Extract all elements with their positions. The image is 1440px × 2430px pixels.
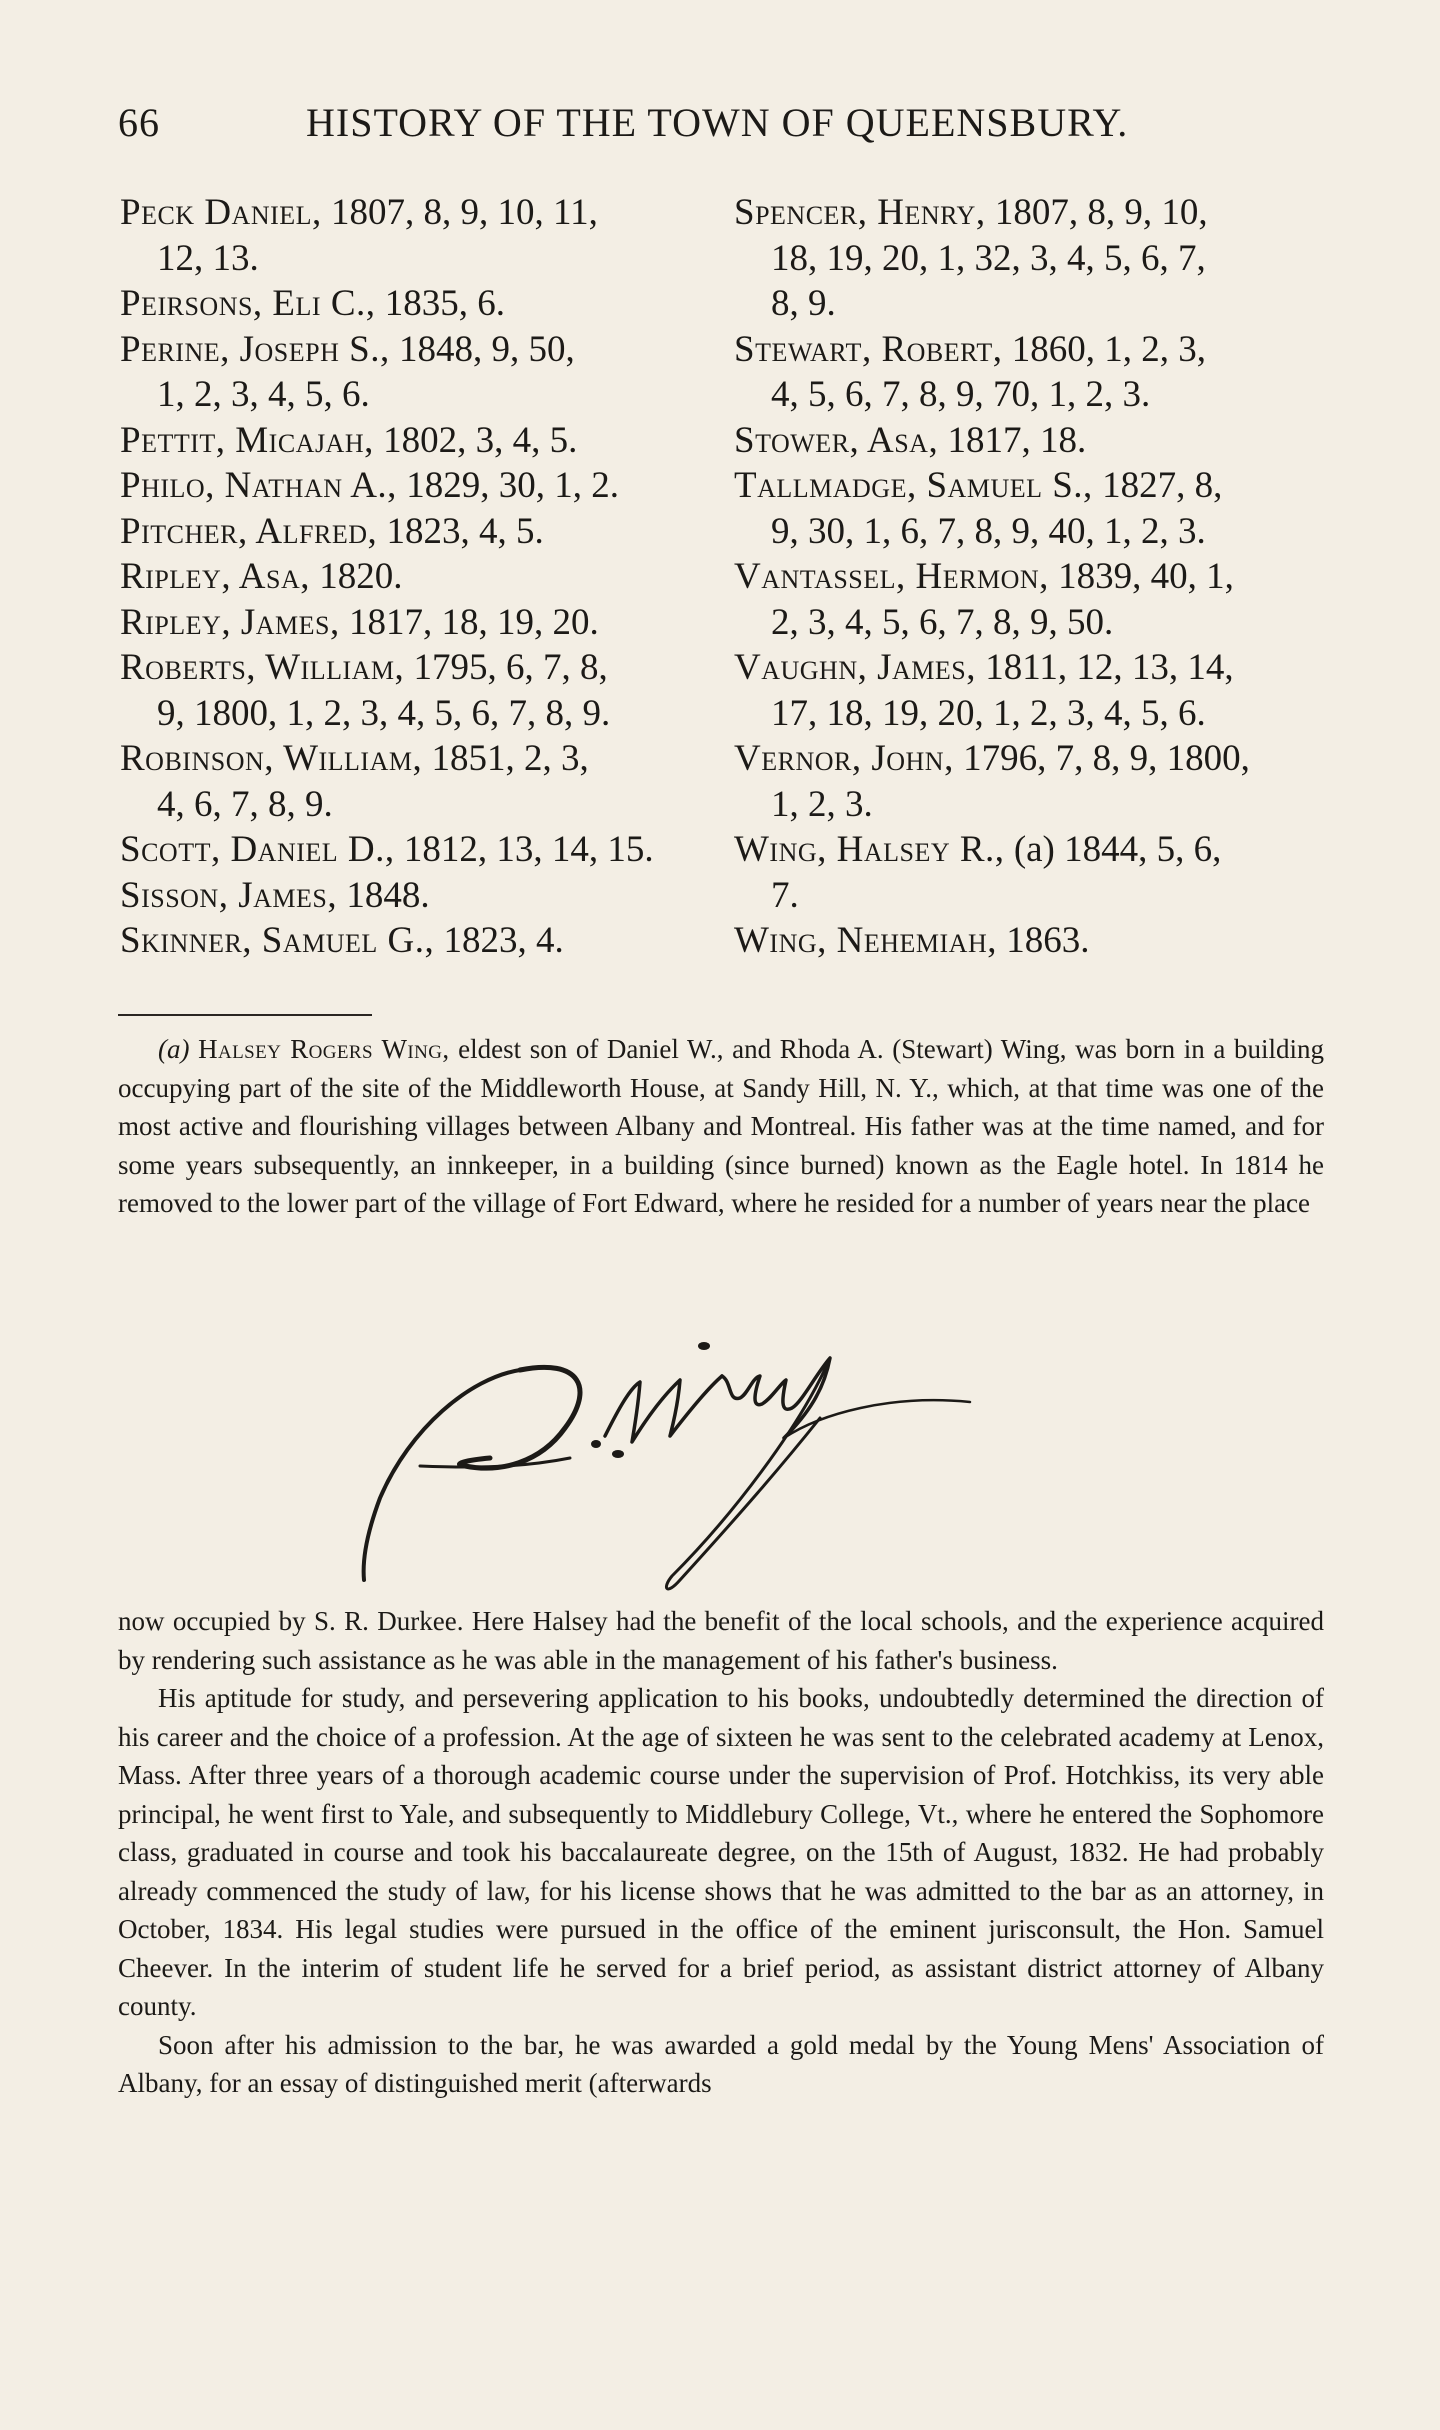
index-entry-name: Sisson, James, xyxy=(120,874,338,916)
index-entry-name: Peck Daniel, xyxy=(120,192,322,233)
index-entry xyxy=(120,418,710,464)
index-entry-first-line xyxy=(120,827,710,873)
footnote-paragraph-3: Soon after his admission to the bar, he was awarded a gold medal by the Young Mens' Association of Albany, for an essay of distinguished merit (afterwards xyxy=(118,2029,1324,2098)
index-entry-years: 1817, 18, 19, 20. xyxy=(339,601,599,643)
running-title: HISTORY OF THE TOWN OF QUEENSBURY. xyxy=(306,100,1129,145)
index-entry-continuation: 1, 2, 3. xyxy=(771,783,873,825)
page-header xyxy=(118,98,1338,148)
index-entry-years: 1817, 18. xyxy=(938,419,1087,461)
index-entry xyxy=(734,190,1324,327)
index-entry-years: 1796, 7, 8, 9, 1800, xyxy=(953,738,1250,779)
footnote-marker: (a) xyxy=(158,1034,190,1064)
index-entry-continuation: 18, 19, 20, 1, 32, 3, 4, 5, 6, 7, xyxy=(771,237,1206,279)
index-entry xyxy=(120,463,710,509)
index-entry-name: Perine, Joseph S., xyxy=(120,328,390,370)
index-entry-years: 1839, 40, 1, xyxy=(1048,556,1234,597)
index-entry-first-line xyxy=(120,736,710,782)
footnote-paragraph-1 xyxy=(118,1030,1324,1223)
index-entry xyxy=(120,736,710,827)
footnote-text: eldest son of Daniel W., and Rhoda A. (Stewart) Wing, was born in a building occupying part of the site of the Middleworth House, at Sandy Hill, N. Y., which, at that time was one of the most active and flourishing villages between Albany and Montreal. His father was at the time named, and for some years subsequently, an innkeeper, in a building (since burned) known as the Eagle hotel. In 1814 he removed to the lower part of the village of Fort Edward, where he resided for a number of years near the place xyxy=(118,1034,1325,1218)
index-entry-continuation: 1, 2, 3, 4, 5, 6. xyxy=(157,374,370,415)
index-entry-continuation: 4, 5, 6, 7, 8, 9, 70, 1, 2, 3. xyxy=(771,374,1151,415)
index-entry-name: Spencer, Henry, xyxy=(734,192,986,233)
index-entry-years: 1860, 1, 2, 3, xyxy=(1002,328,1207,370)
index-entry-name: Vernor, John, xyxy=(734,738,954,779)
page-number: 66 xyxy=(118,100,160,145)
index-entry-name: Skinner, Samuel G., xyxy=(120,920,435,961)
index-entry-continuation: 8, 9. xyxy=(771,283,836,324)
footnote-paragraph-2: His aptitude for study, and persevering application to his books, undoubtedly determined the direction of his career and the choice of a profession. At the age of sixteen he was sent to the celebrated academy at Lenox, Mass. After three years of a thorough academic course under the supervision of Prof. Hotchkiss, its very able principal, he went first to Yale, and subsequently to Middlebury College, Vt., where he entered the Sophomore class, graduated in course and took his baccalaureate degree, on the 15th of August, 1832. He had probably already commenced the study of law, for his license shows that he was admitted to the bar as an attorney, in October, 1834. His legal studies were pursued in the office of the eminent jurisconsult, the Hon. Samuel Cheever. In the interim of student life he served for a brief period, as assistant district attorney of Albany county. xyxy=(118,1683,1324,2021)
index-entry xyxy=(120,190,710,281)
index-entry-first-line xyxy=(120,463,710,509)
index-entry xyxy=(734,418,1324,464)
index-entry-first-line xyxy=(120,873,710,919)
index-entry-first-line xyxy=(120,418,710,464)
index-entry xyxy=(734,554,1324,645)
index-entry xyxy=(734,736,1324,827)
index-entry xyxy=(734,463,1324,554)
index-entry xyxy=(734,645,1324,736)
index-entry-years: 1848. xyxy=(337,874,430,916)
index-entry-first-line xyxy=(734,827,1324,873)
signature-image xyxy=(350,1318,1090,1608)
index-entry-years: 1829, 30, 1, 2. xyxy=(396,465,619,506)
index-entry-years: 1795, 6, 7, 8, xyxy=(404,647,608,688)
index-entry-first-line xyxy=(120,190,710,236)
index-entry-name: Stewart, Robert, xyxy=(734,328,1003,370)
index-entry-first-line xyxy=(120,918,710,964)
index-entry-years: 1827, 8, xyxy=(1092,465,1223,506)
index-entry-first-line xyxy=(734,554,1324,600)
footnote-subject: Halsey Rogers Wing, xyxy=(198,1034,450,1064)
footnote-rule xyxy=(118,1014,372,1016)
index-entry-name: Pitcher, Alfred, xyxy=(120,510,378,552)
index-entry-years: 1851, 2, 3, xyxy=(422,738,589,779)
index-entry-first-line xyxy=(120,600,710,646)
index-entry-name: Vaughn, James, xyxy=(734,647,976,688)
index-entry-first-line xyxy=(734,645,1324,691)
left-column xyxy=(120,190,710,964)
index-entry-first-line xyxy=(734,463,1324,509)
index-entry-continuation: 12, 13. xyxy=(157,237,259,279)
index-entry-years: 1823, 4, 5. xyxy=(377,510,544,552)
index-entry xyxy=(120,827,710,873)
index-entry-name: Vantassel, Hermon, xyxy=(734,556,1049,597)
index-entry-continuation: 9, 1800, 1, 2, 3, 4, 5, 6, 7, 8, 9. xyxy=(157,692,611,734)
index-entry-name: Ripley, James, xyxy=(120,601,340,643)
index-entry xyxy=(120,873,710,919)
index-entry-first-line xyxy=(120,281,710,327)
index-entry xyxy=(120,645,710,736)
index-entry-first-line xyxy=(120,645,710,691)
index-entry-continuation: 2, 3, 4, 5, 6, 7, 8, 9, 50. xyxy=(771,601,1114,643)
index-entry-first-line xyxy=(734,736,1324,782)
index-entry-continuation: 17, 18, 19, 20, 1, 2, 3, 4, 5, 6. xyxy=(771,692,1206,734)
footnote-part-one xyxy=(118,1030,1324,1223)
index-entry-name: Tallmadge, Samuel S., xyxy=(734,465,1093,506)
index-entry-years: 1863. xyxy=(996,920,1090,961)
index-entry xyxy=(120,918,710,964)
index-entry-name: Wing, Nehemiah, xyxy=(734,920,997,961)
index-entry-years: 1848, 9, 50, xyxy=(389,328,575,370)
index-entry-first-line xyxy=(734,918,1324,964)
index-entry-years: 1807, 8, 9, 10, xyxy=(985,192,1208,233)
index-entry-name: Peirsons, Eli C., xyxy=(120,283,376,324)
index-entry-years: 1812, 13, 14, 15. xyxy=(394,829,654,870)
index-entry-years: 1807, 8, 9, 10, 11, xyxy=(321,192,598,233)
footnote-part-two xyxy=(118,1602,1324,2103)
index-entry-years: 1820. xyxy=(310,556,403,597)
index-entry xyxy=(734,327,1324,418)
index-entry-first-line xyxy=(120,327,710,373)
index-entry-name: Wing, Halsey R., xyxy=(734,829,1005,870)
index-entry-name: Roberts, William, xyxy=(120,647,405,688)
index-entry-years: 1835, 6. xyxy=(375,283,506,324)
index-entry-first-line xyxy=(120,554,710,600)
index-entry xyxy=(120,281,710,327)
index-entry xyxy=(734,827,1324,918)
index-entry-name: Ripley, Asa, xyxy=(120,556,311,597)
index-entry xyxy=(120,327,710,418)
signature-stroke-w xyxy=(605,1376,722,1442)
index-entry xyxy=(734,918,1324,964)
index-entry-name: Robinson, William, xyxy=(120,738,423,779)
footnote-continuation: now occupied by S. R. Durkee. Here Halsey had the benefit of the local schools, and the experience acquired by rendering such assistance as he was able in the management of his father's business. xyxy=(118,1606,1324,1675)
index-entry-first-line xyxy=(734,418,1324,464)
index-entry xyxy=(120,554,710,600)
right-column xyxy=(734,190,1324,964)
index-entry-first-line xyxy=(734,190,1324,236)
index-entry-years: (a) 1844, 5, 6, xyxy=(1004,829,1222,870)
index-entry-name: Scott, Daniel D., xyxy=(120,829,395,870)
index-entry-years: 1823, 4. xyxy=(434,920,564,961)
index-entry-years: 1802, 3, 4, 5. xyxy=(373,419,578,461)
index-entry-continuation: 4, 6, 7, 8, 9. xyxy=(157,783,333,825)
index-entry-continuation: 9, 30, 1, 6, 7, 8, 9, 40, 1, 2, 3. xyxy=(771,510,1206,552)
index-entry-name: Philo, Nathan A., xyxy=(120,465,397,506)
signature-stroke-d xyxy=(364,1370,520,1580)
index-entry-name: Pettit, Micajah, xyxy=(120,419,374,461)
index-entry-first-line xyxy=(120,509,710,555)
index-entry xyxy=(120,600,710,646)
index-entry-first-line xyxy=(734,327,1324,373)
index-entry xyxy=(120,509,710,555)
index-entry-name: Stower, Asa, xyxy=(734,419,939,461)
index-entry-years: 1811, 12, 13, 14, xyxy=(976,647,1234,688)
index-entry-continuation: 7. xyxy=(771,874,799,916)
